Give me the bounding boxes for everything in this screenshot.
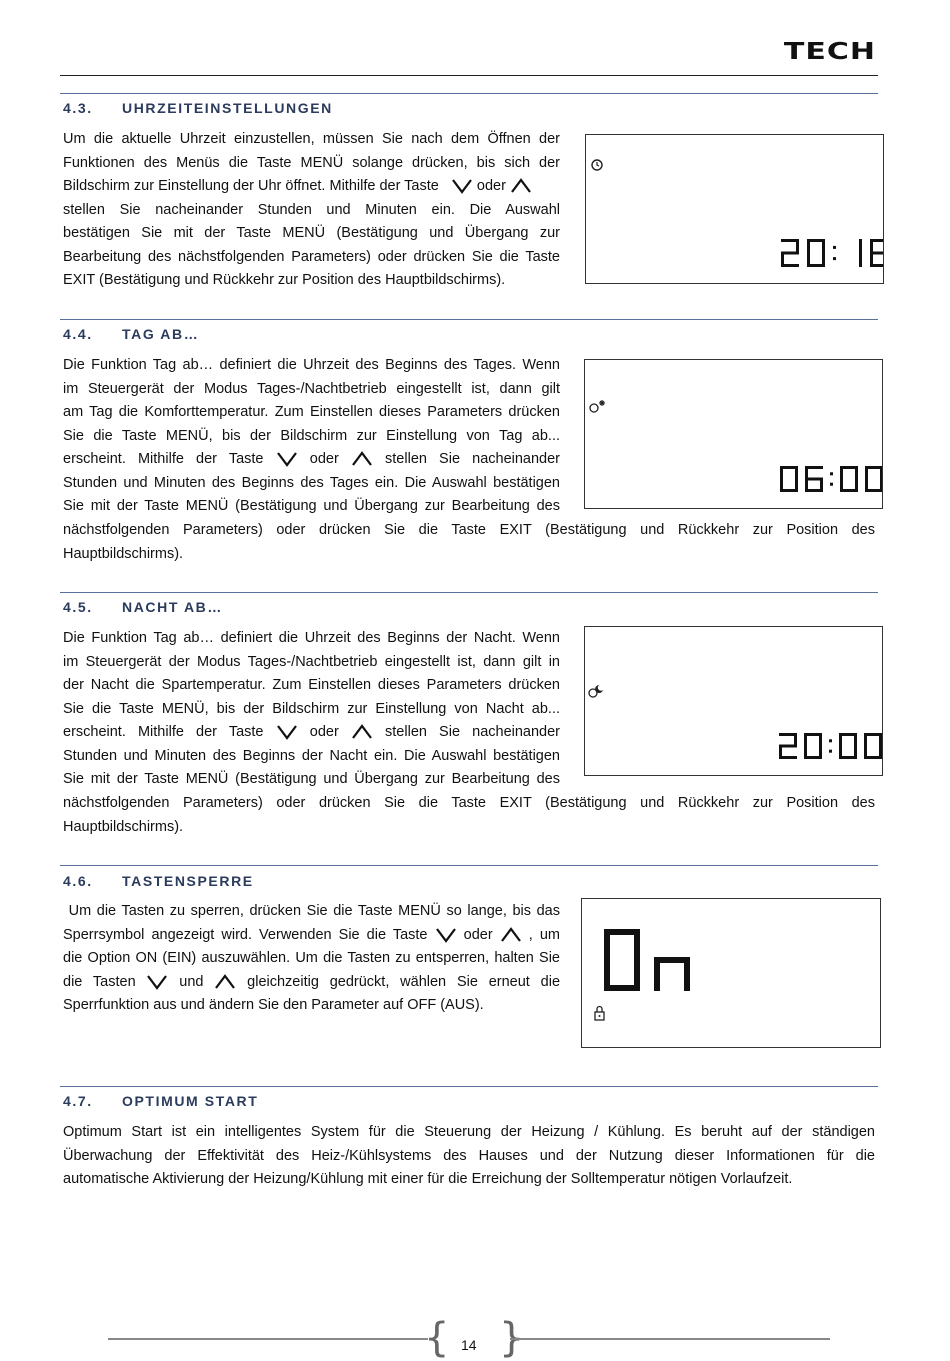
text-fragment: , um	[528, 926, 561, 943]
footer-brace-right: }	[499, 1315, 525, 1361]
lcd-segment	[870, 253, 873, 267]
lcd-segment	[634, 929, 640, 960]
down-arrow-icon	[146, 973, 168, 991]
text-line	[63, 924, 560, 948]
text-fragment: oder	[463, 926, 493, 943]
lcd-colon	[830, 472, 833, 475]
up-arrow-icon	[351, 450, 373, 468]
lcd-segment	[819, 733, 822, 746]
text-line	[63, 175, 560, 199]
text-line: die Option ON (EIN) auszuwählen. Um die Tasten zu entsperren, halten Sie	[63, 950, 560, 966]
lcd-segment	[654, 957, 690, 963]
text-fragment: erscheint. Mithilfe der Taste	[63, 724, 264, 740]
text-line	[63, 448, 560, 472]
lcd-colon	[830, 483, 833, 486]
section-number: 4.4.	[63, 326, 93, 342]
text-line: Stunden und Minuten des Beginns der Nacht ein. Die Auswahl bestätigen	[63, 747, 560, 764]
section-body	[63, 128, 560, 293]
text-line: automatische Aktivierung der Heizung/Kühlung mit einer für die Erreichung der Solltemperatur nötigen Vorlaufzeit.	[63, 1171, 793, 1187]
text-line: Stunden und Minuten des Beginns des Tages ein. Die Auswahl bestätigen	[63, 474, 560, 491]
lcd-display-clock	[585, 134, 884, 284]
lcd-segment	[807, 253, 810, 267]
text-fragment: oder	[476, 178, 506, 194]
section-rule	[60, 93, 878, 94]
text-line: Um die aktuelle Uhrzeit einzustellen, müssen Sie nach dem Öffnen der	[63, 131, 560, 147]
footer-rule-right	[510, 1338, 830, 1340]
section-heading	[63, 1093, 258, 1109]
section-rule	[60, 865, 878, 866]
lock-icon	[595, 1007, 604, 1021]
lcd-segment	[839, 746, 842, 759]
text-line: der Nacht die Spartemperatur. Zum Einstellen dieses Parameters drücken	[63, 677, 560, 693]
section-body	[63, 627, 560, 792]
lcd-segment	[820, 479, 823, 492]
lcd-digits	[604, 929, 690, 991]
section-title: UHRZEITEINSTELLUNGEN	[122, 100, 333, 116]
text-line: Funktionen des Menüs die Taste MENÜ solange drücken, bis sich der	[63, 154, 560, 171]
lcd-segment	[870, 239, 873, 253]
day-clock-icon	[590, 400, 605, 412]
brand-logo: TECH	[783, 38, 876, 66]
lcd-segment	[840, 466, 843, 479]
lcd-display-day	[584, 359, 883, 509]
section-number: 4.6.	[63, 873, 93, 889]
section-heading	[63, 100, 333, 116]
lcd-display-lock	[581, 898, 881, 1048]
down-arrow-icon	[451, 177, 473, 195]
text-fragment: die Tasten	[63, 973, 136, 990]
lcd-segment	[604, 960, 610, 991]
lcd-segment	[870, 252, 883, 255]
text-line: Die Funktion Tag ab… definiert die Uhrzeit des Beginns der Nacht. Wenn	[63, 630, 560, 646]
text-fragment: Sperrsymbol angezeigt wird. Verwenden Sie die Taste	[63, 926, 428, 943]
lcd-colon	[833, 257, 836, 260]
lcd-digits	[779, 733, 882, 759]
down-arrow-icon	[435, 926, 457, 944]
lcd-segment	[795, 466, 798, 479]
lcd-segment	[859, 239, 862, 253]
text-line: Überwachung der Effektivität des Heiz-/Kühlsystems des Hauses und der Nutzung dieser Informationen für die	[63, 1147, 875, 1164]
text-fragment: oder	[309, 724, 339, 740]
text-fragment: und	[179, 973, 204, 990]
text-line: Sie die Taste MENÜ, bis der Bildschirm zur Einstellung von Nacht ab...	[63, 700, 560, 717]
lcd-segment	[854, 733, 857, 746]
lcd-digits	[780, 466, 882, 492]
lcd-display-night	[584, 626, 883, 776]
up-arrow-icon	[500, 926, 522, 944]
text-line: Um die Tasten zu sperren, drücken Sie die Taste MENÜ so lange, bis das	[63, 903, 560, 919]
section-heading	[63, 599, 223, 615]
text-line: Die Funktion Tag ab… definiert die Uhrzeit des Beginns des Tages. Wenn	[63, 357, 560, 373]
lcd-segment	[781, 264, 799, 267]
text-line: Hauptbildschirms).	[63, 818, 184, 835]
up-arrow-icon	[214, 973, 236, 991]
section-number: 4.7.	[63, 1093, 93, 1109]
lcd-segment	[805, 466, 808, 479]
lcd-segment	[864, 733, 867, 746]
lcd-segment	[839, 733, 842, 746]
section-body	[63, 900, 560, 1018]
lcd-colon	[829, 739, 832, 742]
text-fragment: stellen Sie nacheinander	[385, 451, 561, 467]
up-arrow-icon	[510, 177, 532, 195]
text-line: nächstfolgenden Parameters) oder drücken Sie die Taste EXIT (Bestätigung und Rückkehr zur Position des	[63, 522, 875, 538]
up-arrow-icon	[351, 723, 373, 741]
text-line	[63, 971, 560, 995]
text-line: stellen Sie nacheinander Stunden und Minuten ein. Die Auswahl	[63, 201, 560, 218]
footer-brace-left: {	[424, 1315, 450, 1361]
clock-icon	[592, 160, 602, 170]
lcd-segment	[880, 466, 882, 479]
text-line: im Steuergerät der Modus Tages-/Nachtbetrieb eingestellt ist, dann gilt in	[63, 653, 560, 670]
lcd-segment	[654, 960, 660, 991]
lcd-segment	[807, 239, 810, 253]
section-body	[63, 354, 560, 519]
text-line: Hauptbildschirms).	[63, 545, 184, 562]
text-line: Sie mit der Taste MENÜ (Bestätigung und Übergang zur Bearbeitung des	[63, 771, 560, 787]
section-title: TAG AB…	[122, 326, 200, 342]
lcd-segment	[780, 479, 783, 492]
lcd-digits	[781, 239, 883, 267]
header-rule	[60, 75, 878, 76]
section-rule	[60, 319, 878, 320]
section-heading	[63, 873, 254, 889]
down-arrow-icon	[276, 723, 298, 741]
lcd-segment	[780, 466, 783, 479]
section-body	[63, 1121, 875, 1192]
lcd-segment	[804, 746, 807, 759]
lcd-segment	[604, 929, 610, 960]
text-fragment: oder	[309, 451, 339, 467]
lcd-colon	[829, 750, 832, 753]
section-title: TASTENSPERRE	[122, 873, 254, 889]
text-line: Sie die Taste MENÜ, bis der Bildschirm zur Einstellung von Tag ab...	[63, 427, 560, 444]
section-rule	[60, 1086, 878, 1087]
lcd-segment	[779, 756, 797, 759]
lcd-segment	[822, 239, 825, 253]
text-line: Optimum Start ist ein intelligentes System für die Steuerung der Heizung / Kühlung. Es beruht auf der ständigen	[63, 1124, 875, 1140]
lcd-colon	[833, 246, 836, 249]
section-body-continued	[63, 792, 875, 839]
page-number: 14	[461, 1337, 477, 1353]
lcd-segment	[855, 466, 858, 479]
lcd-segment	[864, 746, 867, 759]
text-fragment: gleichzeitig gedrückt, wählen Sie erneut die	[247, 973, 561, 990]
lcd-segment	[865, 479, 868, 492]
night-clock-icon	[589, 685, 603, 697]
text-line: im Steuergerät der Modus Tages-/Nachtbetrieb eingestellt ist, dann gilt	[63, 380, 560, 397]
text-line: nächstfolgenden Parameters) oder drücken Sie die Taste EXIT (Bestätigung und Rückkehr zur Position des	[63, 795, 875, 811]
text-line: bestätigen Sie mit der Taste MENÜ (Bestätigung und Übergang zur	[63, 225, 560, 241]
text-line: am Tag die Komforttemperatur. Zum Einstellen dieses Parameters drücken	[63, 404, 560, 420]
section-body-continued	[63, 519, 875, 566]
lcd-segment	[796, 239, 799, 253]
section-title: OPTIMUM START	[122, 1093, 259, 1109]
text-line: Bearbeitung des nächstfolgenden Parameters) oder drücken Sie die Taste	[63, 248, 560, 265]
lcd-segment	[865, 466, 868, 479]
section-rule	[60, 592, 878, 593]
lcd-segment	[684, 960, 690, 991]
text-fragment: Bildschirm zur Einstellung der Uhr öffnet. Mithilfe der Taste	[63, 178, 439, 194]
lcd-segment	[879, 733, 882, 746]
lcd-segment	[859, 253, 862, 267]
text-line: Sperrfunktion aus und ändern Sie den Parameter auf OFF (AUS).	[63, 997, 484, 1013]
lcd-segment	[840, 479, 843, 492]
section-title: NACHT AB…	[122, 599, 223, 615]
down-arrow-icon	[276, 450, 298, 468]
lcd-segment	[794, 733, 797, 746]
section-number: 4.3.	[63, 100, 93, 116]
footer-rule-left	[108, 1338, 428, 1340]
text-line: Sie mit der Taste MENÜ (Bestätigung und Übergang zur Bearbeitung des	[63, 498, 560, 514]
lcd-segment	[804, 733, 807, 746]
text-fragment: stellen Sie nacheinander	[385, 724, 561, 740]
section-number: 4.5.	[63, 599, 93, 615]
text-line: EXIT (Bestätigung und Rückkehr zur Position des Hauptbildschirms).	[63, 272, 506, 288]
section-heading	[63, 326, 199, 342]
text-fragment: erscheint. Mithilfe der Taste	[63, 451, 264, 467]
text-line	[63, 721, 560, 745]
